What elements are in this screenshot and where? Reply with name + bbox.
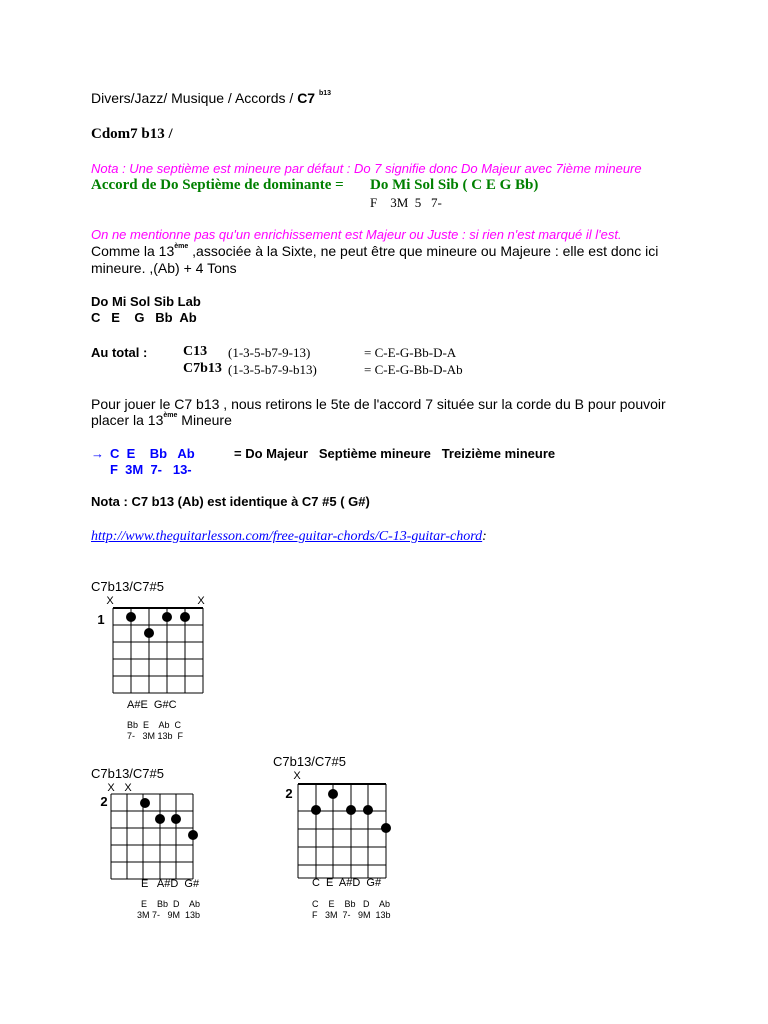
diagram-1-finger-dot: [180, 612, 190, 622]
diagram-3-finger-dot: [381, 823, 391, 833]
reference-link-line: [91, 529, 487, 545]
accord-notes: Do Mi Sol Sib ( C E G Bb): [370, 177, 539, 193]
diagram-3-finger-dot: [363, 805, 373, 815]
nota-identique: Nota : C7 b13 (Ab) est identique à C7 #5 ( G#): [91, 494, 370, 509]
diagram-1-finger-dot: [162, 612, 172, 622]
diagram-2-interval-row: 3M 7- 9M 13b: [137, 910, 201, 920]
diagram-3-mark-1: X: [293, 770, 301, 782]
diagram-2-finger-dot: [155, 814, 165, 824]
total-label: Au total :: [91, 345, 148, 360]
diagram-2-names: E A#D G#: [141, 878, 200, 890]
pour-jouer-line-1: Pour jouer le C7 b13 , nous retirons le 5te de l'accord 7 située sur la corde du B pour pouvoir: [91, 396, 666, 412]
diagram-3-names: C E A#D G#: [312, 877, 382, 889]
diagram-2-grid: [111, 794, 193, 879]
diagram-1-grid: [113, 608, 203, 693]
diagram-3-finger-dot: [311, 805, 321, 815]
diagram-2-notes-row: E Bb D Ab: [141, 899, 201, 909]
chord-diagram-2: [93, 780, 218, 880]
diagram-2-finger-dot: [140, 798, 150, 808]
total-c13-formula: (1-3-5-b7-9-13): [228, 345, 311, 360]
diagram-3-finger-dot: [328, 789, 338, 799]
breadcrumb: [91, 90, 331, 106]
diagram-1-mark-6: X: [197, 595, 205, 607]
pour-jouer-text-b: Mineure: [177, 412, 232, 428]
blue-intervals: F 3M 7- 13-: [110, 462, 192, 477]
arrow-icon: →: [91, 446, 104, 461]
breadcrumb-chord: C7: [297, 90, 316, 106]
pour-jouer-text-a: placer la 13: [91, 412, 164, 428]
diagram-1-mark-1: X: [106, 595, 114, 607]
total-c7b13-result: = C-E-G-Bb-D-Ab: [364, 362, 463, 377]
total-c13-result: = C-E-G-Bb-D-A: [364, 345, 457, 360]
breadcrumb-path: Divers/Jazz/ Musique / Accords /: [91, 90, 298, 106]
diagram-2-mark-2: X: [124, 782, 132, 794]
treizieme-text-a: Comme la 13: [91, 243, 175, 259]
treizieme-line-2: mineure. ,(Ab) + 4 Tons: [91, 260, 237, 276]
notes-french: Do Mi Sol Sib Lab: [91, 294, 201, 309]
page-heading: Cdom7 b13 /: [91, 126, 173, 142]
breadcrumb-sup: b13: [318, 90, 332, 97]
diagram-1-names: A#E G#C: [127, 699, 177, 711]
chord-diagram-3: [280, 768, 405, 883]
diagram-2-title: C7b13/C7#5: [91, 766, 164, 781]
total-c7b13-formula: (1-3-5-b7-9-b13): [228, 362, 317, 377]
total-c13-name: C13: [183, 344, 208, 359]
diagram-1-title: C7b13/C7#5: [91, 579, 164, 594]
treizieme-sup: ème: [174, 243, 189, 250]
diagram-2-finger-dot: [188, 830, 198, 840]
diagram-1-finger-dot: [126, 612, 136, 622]
diagram-2-fret-number: 2: [100, 794, 108, 809]
total-c7b13-name: C7b13: [183, 361, 222, 376]
diagram-2-mark-1: X: [107, 782, 115, 794]
pour-jouer-sup: ème: [163, 412, 178, 419]
blue-notes: C E Bb Ab: [110, 446, 195, 461]
diagram-3-grid: [298, 784, 386, 878]
link-suffix: :: [482, 529, 487, 544]
reference-link[interactable]: http://www.theguitarlesson.com/free-guitar-chords/C-13-guitar-chord: [91, 529, 483, 544]
diagram-1-notes-row: Bb E Ab C: [127, 720, 182, 730]
pour-jouer-line-2: [91, 412, 232, 428]
diagram-3-notes-row: C E Bb D Ab: [312, 899, 391, 909]
diagram-3-finger-dot: [346, 805, 356, 815]
diagram-1-finger-dot: [144, 628, 154, 638]
treizieme-line-1: [91, 243, 658, 259]
diagram-3-title: C7b13/C7#5: [273, 754, 346, 769]
blue-description: = Do Majeur Septième mineure Treizième mineure: [234, 446, 556, 461]
diagram-3-interval-row: F 3M 7- 9M 13b: [312, 910, 391, 920]
notes-english: C E G Bb Ab: [91, 310, 197, 325]
diagram-1-fret-number: 1: [97, 612, 105, 627]
accord-intervals: F 3M 5 7-: [370, 195, 442, 210]
diagram-1-interval-row: 7- 3M 13b F: [127, 731, 184, 741]
diagram-3-fret-number: 2: [285, 786, 293, 801]
treizieme-text-b: ,associée à la Sixte, ne peut être que mineure ou Majeure : elle est donc ici: [188, 243, 659, 259]
nota-septieme: Nota : Une septième est mineure par défaut : Do 7 signifie donc Do Majeur avec 7ième mineure: [91, 161, 642, 176]
nota-enrichissement: On ne mentionne pas qu'un enrichissement est Majeur ou Juste : si rien n'est marqué il l'est.: [91, 227, 622, 242]
accord-label: Accord de Do Septième de dominante =: [91, 177, 344, 193]
diagram-2-finger-dot: [171, 814, 181, 824]
